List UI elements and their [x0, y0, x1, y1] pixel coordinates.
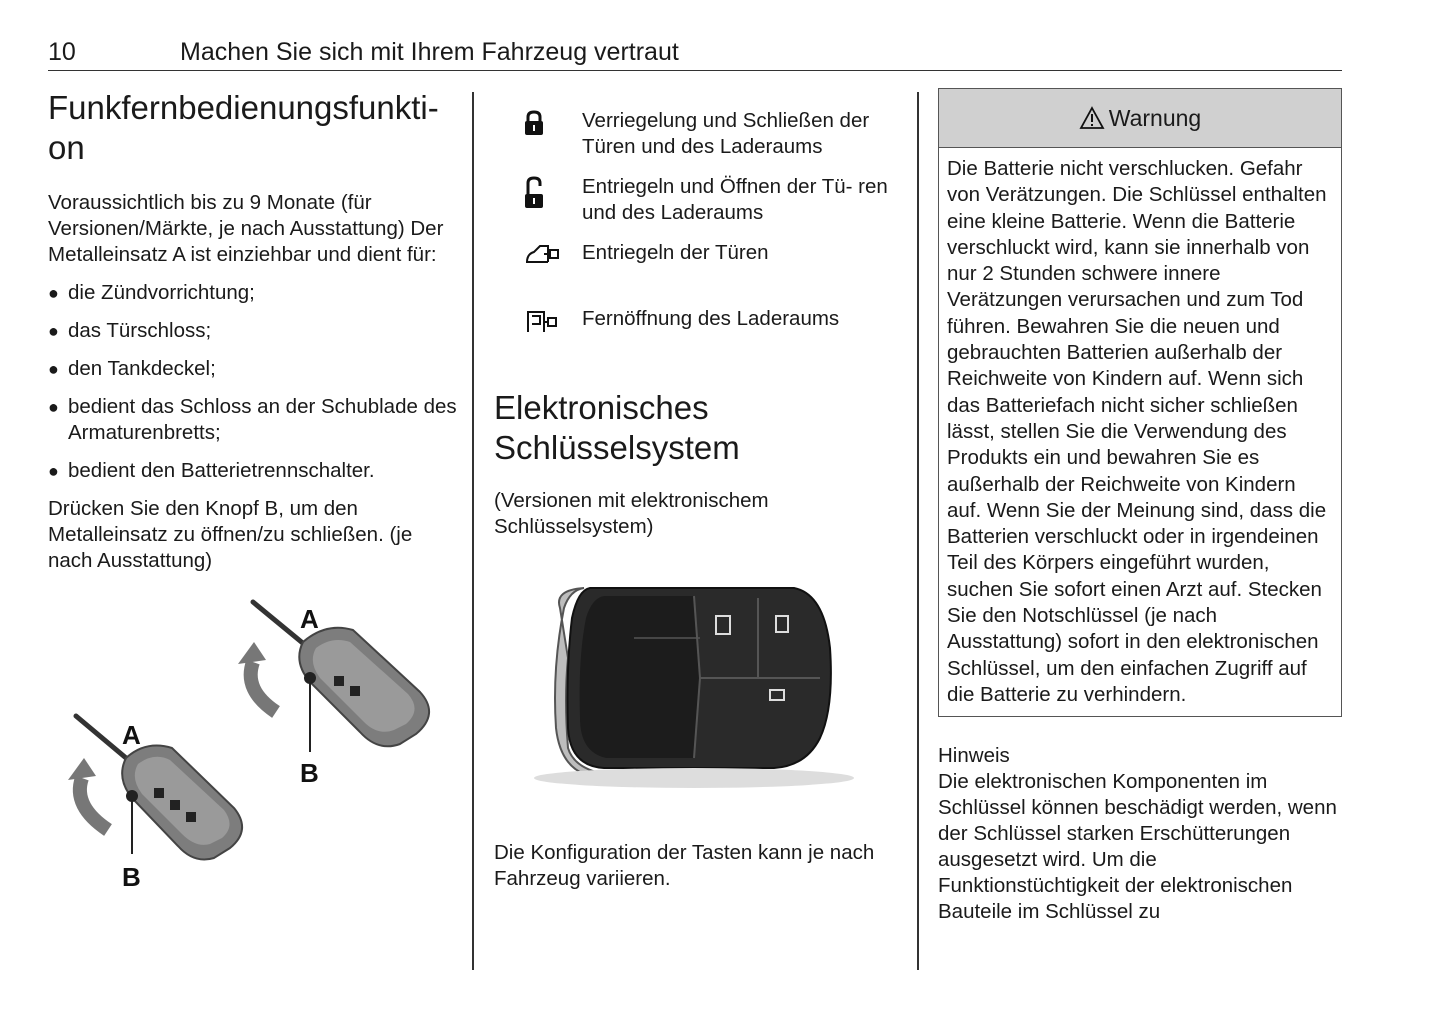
column-right [938, 88, 1342, 925]
versions-text: (Versionen mit elektronischem Schlüsselsystem) [494, 489, 769, 538]
intro-text: Voraussichtlich bis zu 9 Monate (für Versionen/Märkte, je nach Ausstattung) Der Metalleinsatz A ist einziehbar und dient für: [48, 191, 444, 266]
column-middle [494, 88, 904, 892]
section-heading-electronic-key: Elektronisches Schlüsselsystem [494, 389, 740, 466]
section-heading-remote: Funkfernbedienungsfunkti- on [48, 89, 439, 166]
list-item: ● das Türschloss; [48, 318, 458, 344]
list-item: ● bedient das Schloss an der Schublade des Armaturenbretts; [48, 394, 458, 446]
page-header [48, 38, 1342, 71]
smart-key-illustration [494, 578, 894, 818]
icon-label: Entriegeln der Türen [582, 241, 769, 264]
warning-title: Warnung [1108, 104, 1202, 131]
icon-label: Entriegeln und Öffnen der Tü- ren und des Laderaums [582, 175, 888, 224]
flip-key-drawing [48, 582, 448, 892]
page-number: 10 [48, 38, 76, 66]
usage-list [48, 280, 458, 484]
list-item: ● bedient den Batterietrennschalter. [48, 458, 458, 484]
label-a-upper: A [300, 604, 319, 634]
warning-header [939, 89, 1341, 148]
config-text: Die Konfiguration der Tasten kann je nach Fahrzeug variieren. [494, 841, 875, 890]
icon-label: Verriegelung und Schließen der Türen und des Laderaums [582, 109, 870, 158]
column-divider [472, 92, 474, 970]
lock-closed-icon [494, 108, 582, 160]
flip-key-upper [238, 602, 429, 788]
list-item: ● die Zündvorrichtung; [48, 280, 458, 306]
warning-text: Die Batterie nicht verschlucken. Gefahr von Verätzungen. Die Schlüssel enthalten eine kleine Batterie. Wenn die Batterie verschluckt wird, kann sie innerhalb von nur 2 Stunden schwere innere Verätzungen verursachen und zum Tod führen. Bewahren Sie die neuen und gebrauchten Batterien außerhalb der Reichweite von Kindern auf. Wenn sich das Batteriefach nicht sicher schließen lässt, stellen Sie die Verwendung des Produkts ein und bewahren Sie es außerhalb der Reichweite von Kindern auf. Wenn Sie der Meinung sind, dass die Batterien verschluckt oder in irgendeinen Teil des Körpers eingeführt wurden, suchen Sie sofort einen Arzt auf. Stecken Sie den Notschlüssel (je nach Ausstattung) sofort in den elektronischen Schlüssel, um den einfachen Zugriff auf die Batterie zu verhindern. [947, 157, 1327, 706]
icon-row-cargo [494, 306, 904, 358]
warning-triangle-icon [1079, 106, 1105, 130]
flip-key-lower [68, 716, 242, 892]
column-left [48, 88, 458, 892]
smart-key-drawing [494, 578, 894, 818]
list-item: ● den Tankdeckel; [48, 356, 458, 382]
icon-label: Fernöffnung des Laderaums [582, 307, 840, 330]
header-title: Machen Sie sich mit Ihrem Fahrzeug vertraut [180, 38, 679, 66]
warning-box [938, 88, 1342, 717]
column-divider [917, 92, 919, 970]
icon-row-unlock [494, 174, 904, 226]
label-b-lower: B [122, 862, 141, 892]
label-b-upper: B [300, 758, 319, 788]
note-title: Hinweis [938, 744, 1010, 768]
lock-open-icon [494, 174, 582, 226]
icon-row-lock [494, 108, 904, 160]
press-button-text: Drücken Sie den Knopf B, um den Metalleinsatz zu öffnen/zu schließen. (je nach Ausstattung) [48, 497, 413, 572]
note-text: Die elektronischen Komponenten im Schlüssel können beschädigt werden, wenn der Schlüssel starken Erschütterungen ausgesetzt wird. Um die Funktionstüchtigkeit der elektronischen Bauteile im Schlüssel zu [938, 770, 1337, 924]
car-door-unlock-icon [494, 240, 582, 292]
cargo-open-icon [494, 306, 582, 358]
flip-key-illustration [48, 582, 448, 892]
icon-row-doors [494, 240, 904, 292]
label-a-lower: A [122, 720, 141, 750]
